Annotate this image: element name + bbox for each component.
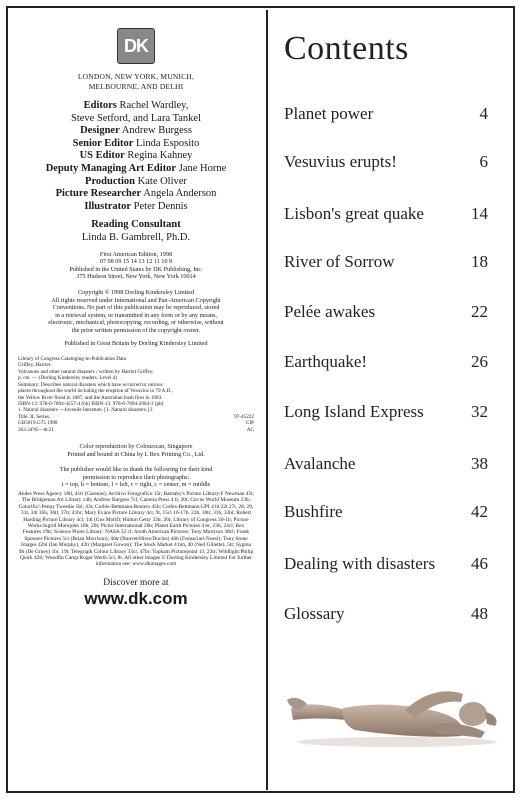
publisher-cities <box>18 72 254 92</box>
toc-item[interactable] <box>284 554 488 574</box>
toc-item[interactable] <box>284 352 488 372</box>
toc-page: 38 <box>471 454 488 473</box>
toc-label: Planet power <box>284 104 374 123</box>
credit-editors: Editors Rachel Wardley, <box>83 100 189 111</box>
toc-item[interactable] <box>284 454 488 474</box>
toc-page: 48 <box>471 604 488 623</box>
credit-designer: Designer Andrew Burgess <box>80 125 192 137</box>
toc-label: River of Sorrow <box>284 252 395 271</box>
credit-senior-editor: Senior Editor Linda Esposito <box>72 137 200 149</box>
toc-label: Glossary <box>284 604 345 623</box>
toc-page: 46 <box>471 554 488 573</box>
credits-block <box>18 100 254 213</box>
cip-numbers: 97-45222 CIP AC <box>234 413 254 433</box>
consultant-name: Linda B. Gambrell, Ph.D. <box>81 231 191 243</box>
toc-label: Bushfire <box>284 502 343 521</box>
toc-label: Dealing with disasters <box>284 554 436 573</box>
toc-page: 4 <box>479 104 488 123</box>
toc-page: 14 <box>471 204 488 223</box>
credit-illustrator: Illustrator Peter Dennis <box>84 200 188 212</box>
toc-label: Lisbon's great quake <box>284 204 424 223</box>
consultant-label: Reading Consultant <box>91 219 181 231</box>
logo-text: DK <box>124 35 148 56</box>
photo-thanks: The publisher would like to thank the following for their kind permission to reproduce their photographs: t = top, b = bottom, l = left, r = right, c = center, m = middle <box>59 466 213 489</box>
toc-page: 26 <box>471 352 488 371</box>
toc-item[interactable] <box>284 604 488 624</box>
picture-acknowledgements: Andes Press Agency 18tl, 41tr (Carenas); Archivo Fotografico 15t; Barnaby's Picture Library:F Newman 45t; The Bridgeman Art Library 14b; Andrew Burgess 7cl; Camera Press 4 tl, 20t; Circus World Museum 23b; Colorific!:Penny Tweedie 5bl, 43t; Corbis-Bettmann:Reuters 45b; Corbis-Bettmann:UPI 4 bl 22t 27t, 28, 29, 31t, 34t 35b, 36tl, 37tr, 41br; Mary Evans Picture Library 4cr, 9t, 15cl 16-17b, 22b, 30tr, 31b, 33bl; Robert Harding Picture Library 4cl, 14t (Gus Motif); Hulton Getty 33tr, 26t; Library of Congress 30-1b; Picture Works:Ingrid Morejohn 18b, 20t; Pictor International 26b; Planet Earth Pictures 4 br, 23tl, 24cl; Rex Features 19tr; Science Photo Library: NASA 32 cl; South American Pictures: Tony Morrison 38cl; Frank Spooner Pictures 5cr (Brian Morrison), 46tr (Bouvet/Hires/Duclos) 46b (Fornaciari-Noesi); Tony Stone Images 42bl (Ian Murphy), 42tr (Margaret Gowan); The Stock Market 4 bm, 40 (Ned Gillette), 5tr; Sygma 9b (De Gruey) 1br, 19t; Telegraph Colour Library 33cr, 47br; Topham Picturepoint 13, 23tr; Wildlight:Philip Quirk 42tl; Woodfin Camp:Roger Werth 5cl, 8r. All other images © Dorling Kindersley Limited For further information see: www.dkimages.com <box>18 490 255 568</box>
reclining-figure-illustration <box>285 680 505 750</box>
toc-page: 32 <box>471 402 488 421</box>
credit-production: Production Kate Oliver <box>85 175 187 187</box>
contents-title: Contents <box>284 30 409 67</box>
figure-hand <box>485 712 497 726</box>
ground-shadow <box>297 737 497 747</box>
dk-logo <box>117 28 155 64</box>
credit-editors-cont: Steve Setford, and Lara Tankel <box>71 112 201 124</box>
toc-label: Vesuvius erupts! <box>284 152 397 171</box>
toc-item[interactable] <box>284 402 488 422</box>
toc-label: Avalanche <box>284 454 356 473</box>
cip-data: Library of Congress Cataloging-in-Publication Data Griffey, Harriet. Volcanoes and other natural disasters / written by Harriet Griffey. p. cm. — (Dorling Kindersley readers. Level 4) Summary: Describes natural disasters which have occurred in various places throughout the world including the eruption of Vesuvius in 79 A.D., the Yellow River flood in 1887, and the Australian bush fires in 1983. ISBN-13: 978-0-7894-4257-4 (hb) ISBN-13: 978-0-7894-2964-3 (pb) 1. Natural disasters —Juvenile literature. [1. Natural disasters.] I. Title. II. Series. GB5019.G75 1998 363.34'95—dc21 97-45222 CIP AC <box>18 356 254 433</box>
credit-picture-researcher: Picture Researcher Angela Anderson <box>55 188 217 200</box>
color-reproduction: Color reproduction by Colourscan, Singapore Printed and bound in China by L Rex Printing Co., Ltd. <box>67 442 205 458</box>
toc-label: Earthquake! <box>284 352 368 371</box>
toc-page: 22 <box>471 302 488 321</box>
published-gb: Published in Great Britain by Dorling Kindersley Limited <box>64 340 208 348</box>
toc-label: Pelée awakes <box>284 302 376 321</box>
website-url[interactable]: www.dk.com <box>84 588 188 608</box>
toc-item[interactable] <box>284 252 488 272</box>
discover-more: Discover more at <box>103 577 169 588</box>
toc-item[interactable] <box>284 204 488 224</box>
toc-item[interactable] <box>284 104 488 124</box>
city-line: LONDON, NEW YORK, MUNICH, <box>77 72 195 81</box>
toc-page: 42 <box>471 502 488 521</box>
toc-item[interactable] <box>284 152 488 172</box>
toc-page: 18 <box>471 252 488 271</box>
credit-deputy-art-editor: Deputy Managing Art Editor Jane Horne <box>45 162 227 174</box>
reading-consultant <box>18 219 254 244</box>
toc-page: 6 <box>479 152 488 171</box>
figure-head <box>459 702 487 726</box>
copyright-notice: Copyright © 1998 Dorling Kindersley Limited All rights reserved under International and Pan-American Copyright Conventions. No part of this publication may be reproduced, stored in a retrieval system, or transmitted in any form or by any means, electronic, mechanical, photocopying, recording, or otherwise, without the prior written permission of the copyright owner. <box>48 288 224 334</box>
column-divider <box>266 10 268 790</box>
edition-info: First American Edition, 1998 07 08 09 15 14 13 12 11 10 9 Published in the United States by DK Publishing, Inc. 375 Hudson Street, New York, New York 10014 <box>69 250 203 281</box>
toc-label: Long Island Express <box>284 402 424 421</box>
toc-item[interactable] <box>284 502 488 522</box>
credit-us-editor: US Editor Regina Kahney <box>79 150 193 162</box>
imprint-column <box>18 28 254 609</box>
toc-item[interactable] <box>284 302 488 322</box>
city-line: MELBOURNE, AND DELHI <box>88 82 184 91</box>
